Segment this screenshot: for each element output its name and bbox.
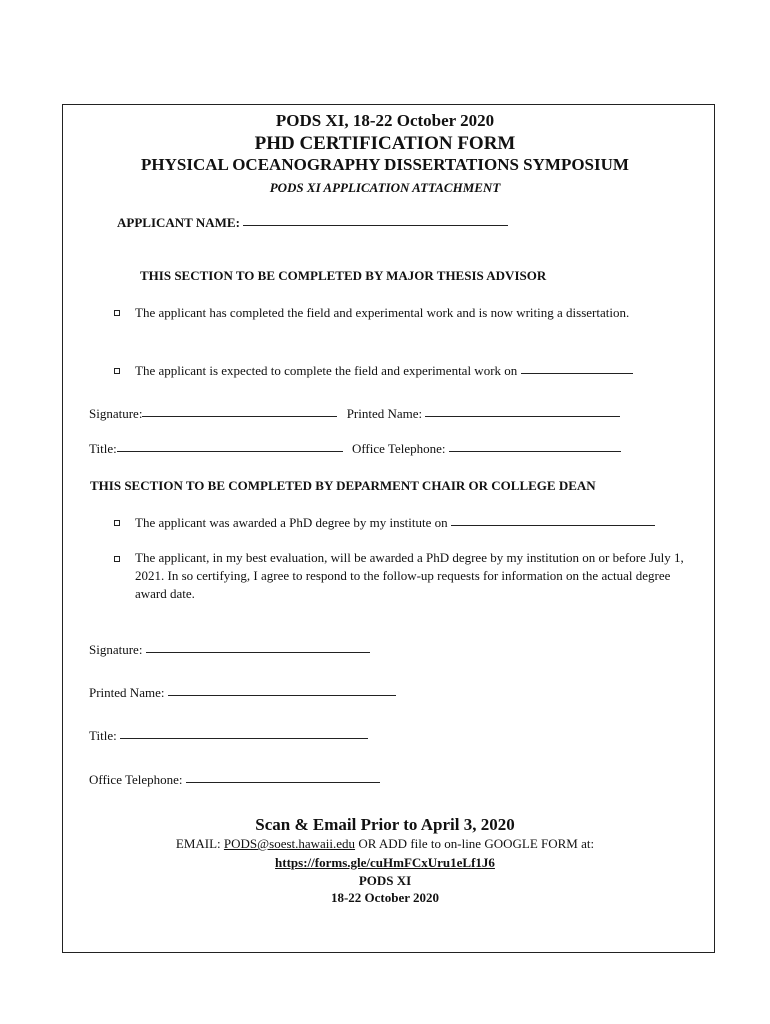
applicant-name-field[interactable] <box>243 224 508 226</box>
advisor-completion-date-field[interactable] <box>521 372 633 374</box>
chair-title-field[interactable] <box>120 737 368 739</box>
advisor-printed-name-field[interactable] <box>425 415 620 417</box>
advisor-signature-row <box>89 406 620 422</box>
attachment-subtitle: PODS XI APPLICATION ATTACHMENT <box>269 180 501 195</box>
chair-signature-label: Signature: <box>89 642 143 657</box>
chair-office-phone-field[interactable] <box>186 781 380 783</box>
symposium-title: PHYSICAL OCEANOGRAPHY DISSERTATIONS SYMPOSIUM <box>141 155 629 174</box>
chair-signature-field[interactable] <box>146 651 370 653</box>
advisor-office-phone-field[interactable] <box>449 450 621 452</box>
advisor-option2-checkbox[interactable] <box>114 368 120 374</box>
chair-signature-row <box>89 642 370 658</box>
chair-printed-name-field[interactable] <box>168 694 396 696</box>
email-row <box>0 836 770 852</box>
event-heading: PODS XI, 18-22 October 2020 <box>275 111 495 130</box>
chair-printed-name-row <box>89 685 396 701</box>
chair-option1-text: The applicant was awarded a PhD degree by my institute on <box>135 515 448 530</box>
email-prefix: EMAIL: <box>175 836 221 851</box>
advisor-signature-field[interactable] <box>142 415 337 417</box>
google-form-link[interactable]: https://forms.gle/cuHmFCxUru1eLf1J6 <box>275 855 495 870</box>
advisor-title-label: Title: <box>89 441 117 456</box>
applicant-name-row <box>117 215 508 231</box>
advisor-title-row <box>89 441 621 457</box>
advisor-office-phone-label: Office Telephone: <box>351 441 446 456</box>
chair-option2-text: The applicant, in my best evaluation, will be awarded a PhD degree by my institution on or before July 1, 2021. In so certifying, I agree to respond to the follow-up requests for information on the actual degree award date. <box>135 550 684 601</box>
advisor-option2-row <box>135 363 633 379</box>
chair-award-date-field[interactable] <box>451 524 655 526</box>
chair-option2-checkbox[interactable] <box>114 556 120 562</box>
advisor-printed-name-label: Printed Name: <box>346 406 423 421</box>
chair-option1-checkbox[interactable] <box>114 520 120 526</box>
advisor-option2-text: The applicant is expected to complete the field and experimental work on <box>135 363 518 378</box>
footer-event-dates: 18-22 October 2020 <box>330 890 440 905</box>
footer-event-name: PODS XI <box>358 873 412 888</box>
chair-option1-row <box>135 515 655 531</box>
chair-title-label: Title: <box>89 728 117 743</box>
advisor-option1-text: The applicant has completed the field and experimental work and is now writing a dissertation. <box>135 305 630 320</box>
advisor-option1-checkbox[interactable] <box>114 310 120 316</box>
form-title: PHD CERTIFICATION FORM <box>254 133 516 154</box>
email-link[interactable]: PODS@soest.hawaii.edu <box>223 836 356 851</box>
chair-office-phone-label: Office Telephone: <box>89 772 183 787</box>
chair-office-phone-row <box>89 772 380 788</box>
email-suffix: OR ADD file to on-line GOOGLE FORM at: <box>358 836 595 851</box>
advisor-title-field[interactable] <box>117 450 343 452</box>
advisor-section-title: THIS SECTION TO BE COMPLETED BY MAJOR THESIS ADVISOR <box>140 268 547 283</box>
chair-printed-name-label: Printed Name: <box>89 685 165 700</box>
applicant-name-label: APPLICANT NAME: <box>117 215 240 230</box>
chair-section-title: THIS SECTION TO BE COMPLETED BY DEPARMENT CHAIR OR COLLEGE DEAN <box>90 478 596 493</box>
submission-deadline: Scan & Email Prior to April 3, 2020 <box>255 815 515 834</box>
advisor-signature-label: Signature: <box>89 406 143 421</box>
chair-title-row <box>89 728 368 744</box>
